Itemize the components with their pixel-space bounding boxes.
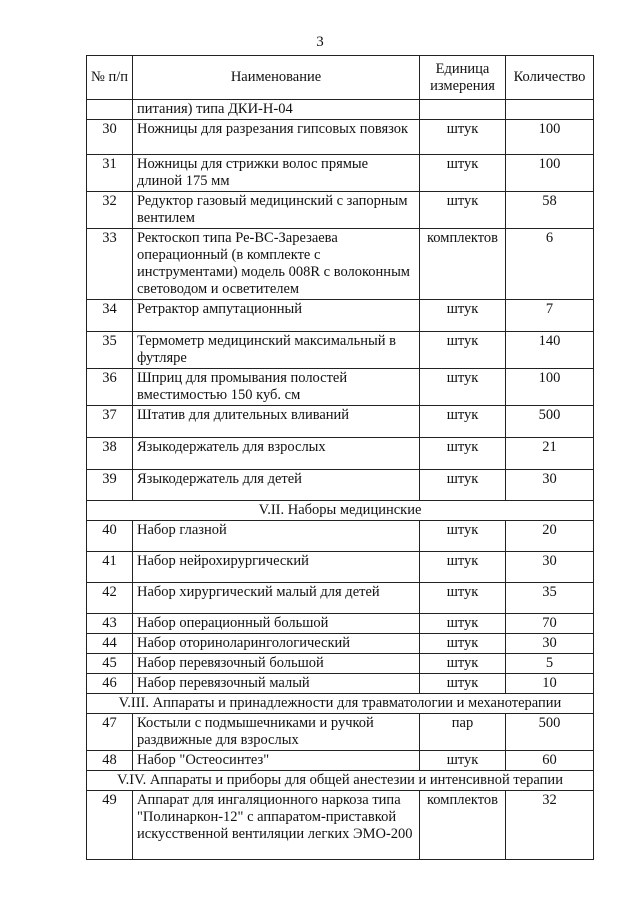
cell-qty: 100 [506,155,594,192]
table-row [87,120,594,155]
cell-num: 37 [87,406,133,438]
table-header-row [87,56,594,100]
header-unit: Единица измерения [420,56,506,100]
cell-num: 43 [87,614,133,634]
cell-unit: пар [420,714,506,751]
cell-unit: штук [420,406,506,438]
cell-num: 38 [87,438,133,470]
cell-unit: штук [420,614,506,634]
table-row [87,634,594,654]
table-row [87,583,594,614]
cell-unit: штук [420,300,506,332]
cell-num: 48 [87,751,133,771]
cell-unit: штук [420,583,506,614]
cell-qty [506,100,594,120]
table-row [87,714,594,751]
cell-name: Штатив для длительных вливаний [133,406,420,438]
cell-num: 31 [87,155,133,192]
cell-name: Ножницы для стрижки волос прямые длиной 175 мм [133,155,420,192]
table-row [87,470,594,501]
cell-qty: 21 [506,438,594,470]
table-row [87,192,594,229]
table-row [87,791,594,860]
section-header-row [87,694,594,714]
cell-unit: штук [420,155,506,192]
cell-unit: комплектов [420,229,506,300]
table-row [87,521,594,552]
cell-name: Ножницы для разрезания гипсовых повязок [133,120,420,155]
cell-qty: 100 [506,120,594,155]
table-row [87,332,594,369]
cell-unit: штук [420,369,506,406]
cell-unit: штук [420,470,506,501]
cell-num: 32 [87,192,133,229]
cell-num: 49 [87,791,133,860]
cell-qty: 30 [506,634,594,654]
table-row [87,614,594,634]
table-body [87,100,594,860]
cell-qty: 6 [506,229,594,300]
table-row [87,406,594,438]
section-header-row [87,771,594,791]
table-row [87,674,594,694]
cell-name: Набор нейрохирургический [133,552,420,583]
cell-name: питания) типа ДКИ-Н-04 [133,100,420,120]
cell-qty: 35 [506,583,594,614]
cell-num: 36 [87,369,133,406]
cell-name: Набор операционный большой [133,614,420,634]
cell-unit: штук [420,332,506,369]
cell-qty: 140 [506,332,594,369]
page-number: 3 [316,34,324,50]
cell-qty: 32 [506,791,594,860]
cell-qty: 70 [506,614,594,634]
cell-name: Языкодержатель для взрослых [133,438,420,470]
table-row [87,369,594,406]
cell-num: 44 [87,634,133,654]
section-header-row [87,501,594,521]
cell-unit: штук [420,521,506,552]
cell-num: 34 [87,300,133,332]
cell-qty: 20 [506,521,594,552]
cell-qty: 5 [506,654,594,674]
table-row [87,552,594,583]
cell-unit: штук [420,192,506,229]
cell-num: 39 [87,470,133,501]
cell-num: 45 [87,654,133,674]
cell-name: Языкодержатель для детей [133,470,420,501]
table-row [87,100,594,120]
cell-num: 46 [87,674,133,694]
cell-name: Набор перевязочный малый [133,674,420,694]
items-table [86,55,594,860]
table-row [87,654,594,674]
cell-unit: штук [420,438,506,470]
cell-unit [420,100,506,120]
section-title: V.IV. Аппараты и приборы для общей анестезии и интенсивной терапии [87,771,594,791]
cell-qty: 30 [506,470,594,501]
cell-name: Костыли с подмышечниками и ручкой раздвижные для взрослых [133,714,420,751]
cell-name: Шприц для промывания полостей вместимостью 150 куб. см [133,369,420,406]
cell-num: 33 [87,229,133,300]
cell-num: 35 [87,332,133,369]
table-row [87,751,594,771]
cell-name: Термометр медицинский максимальный в футляре [133,332,420,369]
cell-num [87,100,133,120]
cell-qty: 10 [506,674,594,694]
cell-num: 47 [87,714,133,751]
header-num: № п/п [87,56,133,100]
cell-qty: 500 [506,406,594,438]
cell-num: 40 [87,521,133,552]
cell-name: Набор глазной [133,521,420,552]
cell-unit: комплектов [420,791,506,860]
cell-unit: штук [420,654,506,674]
cell-name: Набор перевязочный большой [133,654,420,674]
cell-unit: штук [420,751,506,771]
section-title: V.III. Аппараты и принадлежности для травматологии и механотерапии [87,694,594,714]
table-row [87,229,594,300]
table-row [87,155,594,192]
cell-unit: штук [420,552,506,583]
table-row [87,300,594,332]
cell-name: Редуктор газовый медицинский с запорным вентилем [133,192,420,229]
cell-num: 41 [87,552,133,583]
cell-qty: 500 [506,714,594,751]
cell-qty: 58 [506,192,594,229]
cell-name: Аппарат для ингаляционного наркоза типа "Полинаркон-12" с аппаратом-приставкой искусственной вентиляции легких ЭМО-200 [133,791,420,860]
cell-name: Набор "Остеосинтез" [133,751,420,771]
cell-name: Набор хирургический малый для детей [133,583,420,614]
cell-qty: 7 [506,300,594,332]
cell-num: 30 [87,120,133,155]
cell-unit: штук [420,120,506,155]
cell-qty: 60 [506,751,594,771]
cell-num: 42 [87,583,133,614]
cell-name: Набор оториноларингологический [133,634,420,654]
header-name: Наименование [133,56,420,100]
cell-unit: штук [420,634,506,654]
header-qty: Количество [506,56,594,100]
cell-qty: 30 [506,552,594,583]
section-title: V.II. Наборы медицинские [87,501,594,521]
cell-name: Ретрактор ампутационный [133,300,420,332]
cell-name: Ректоскоп типа Ре-ВС-Зарезаева операционный (в комплекте с инструментами) модель 008R с волоконным световодом и осветителем [133,229,420,300]
cell-qty: 100 [506,369,594,406]
table-row [87,438,594,470]
cell-unit: штук [420,674,506,694]
